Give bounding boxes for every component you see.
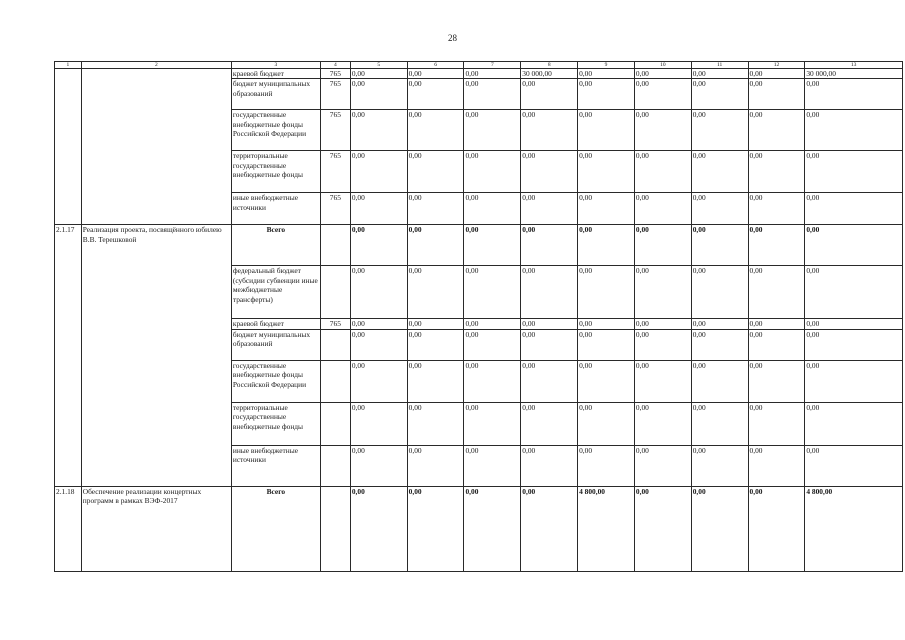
item-number	[55, 69, 82, 225]
amount-cell: 0,00	[748, 225, 805, 266]
column-header: 6	[407, 62, 464, 69]
amount-cell: 0,00	[691, 402, 748, 445]
column-header: 5	[350, 62, 407, 69]
amount-cell: 0,00	[748, 266, 805, 319]
amount-cell: 0,00	[464, 360, 521, 402]
amount-cell: 0,00	[691, 445, 748, 486]
amount-cell: 0,00	[578, 319, 635, 329]
amount-cell: 0,00	[350, 69, 407, 79]
amount-cell: 0,00	[350, 79, 407, 110]
amount-cell: 0,00	[521, 402, 578, 445]
budget-code	[320, 329, 350, 360]
item-title: Реализация проекта, посвящённого юбилею В.В. Терешковой	[81, 225, 231, 486]
amount-cell: 0,00	[691, 486, 748, 571]
amount-cell: 0,00	[578, 402, 635, 445]
amount-cell: 0,00	[407, 151, 464, 193]
column-header: 12	[748, 62, 805, 69]
amount-cell: 0,00	[407, 360, 464, 402]
budget-code	[320, 225, 350, 266]
funding-source: территориальные государственные внебюджетные фонды	[231, 402, 320, 445]
amount-cell: 0,00	[521, 193, 578, 225]
amount-cell: 0,00	[407, 193, 464, 225]
amount-cell: 0,00	[464, 319, 521, 329]
amount-cell: 0,00	[521, 445, 578, 486]
amount-cell: 0,00	[407, 69, 464, 79]
budget-code	[320, 486, 350, 571]
amount-cell: 0,00	[691, 110, 748, 151]
continuation-block	[55, 69, 903, 225]
table-row	[55, 486, 903, 571]
amount-cell: 0,00	[748, 402, 805, 445]
amount-cell: 0,00	[805, 329, 903, 360]
amount-cell: 4 800,00	[578, 486, 635, 571]
amount-cell: 0,00	[691, 69, 748, 79]
amount-cell: 0,00	[464, 266, 521, 319]
amount-cell: 0,00	[350, 110, 407, 151]
amount-cell: 0,00	[691, 319, 748, 329]
amount-cell: 0,00	[464, 110, 521, 151]
amount-cell: 0,00	[350, 266, 407, 319]
funding-source: бюджет муниципальных образований	[231, 329, 320, 360]
item-2-1-18-block	[55, 486, 903, 571]
amount-cell: 0,00	[691, 79, 748, 110]
funding-source: территориальные государственные внебюджетные фонды	[231, 151, 320, 193]
item-title	[81, 69, 231, 225]
amount-cell: 0,00	[634, 486, 691, 571]
amount-cell: 0,00	[634, 193, 691, 225]
amount-cell: 0,00	[464, 402, 521, 445]
amount-cell: 0,00	[748, 445, 805, 486]
amount-cell: 0,00	[521, 329, 578, 360]
amount-cell: 0,00	[350, 329, 407, 360]
amount-cell: 0,00	[407, 266, 464, 319]
amount-cell: 0,00	[691, 193, 748, 225]
amount-cell: 0,00	[407, 402, 464, 445]
amount-cell: 0,00	[521, 319, 578, 329]
amount-cell: 0,00	[805, 360, 903, 402]
amount-cell: 0,00	[805, 445, 903, 486]
budget-code: 765	[320, 110, 350, 151]
amount-cell: 0,00	[578, 225, 635, 266]
amount-cell: 0,00	[521, 266, 578, 319]
amount-cell: 30 000,00	[521, 69, 578, 79]
column-header: 9	[578, 62, 635, 69]
amount-cell: 0,00	[521, 360, 578, 402]
column-header: 8	[521, 62, 578, 69]
budget-code	[320, 360, 350, 402]
amount-cell: 0,00	[805, 151, 903, 193]
amount-cell: 0,00	[748, 79, 805, 110]
amount-cell: 0,00	[805, 402, 903, 445]
amount-cell: 0,00	[691, 225, 748, 266]
amount-cell: 0,00	[350, 319, 407, 329]
amount-cell: 0,00	[407, 445, 464, 486]
amount-cell: 0,00	[634, 266, 691, 319]
amount-cell: 0,00	[634, 79, 691, 110]
amount-cell: 0,00	[521, 110, 578, 151]
amount-cell: 0,00	[748, 193, 805, 225]
amount-cell: 0,00	[805, 225, 903, 266]
amount-cell: 0,00	[634, 319, 691, 329]
amount-cell: 0,00	[578, 69, 635, 79]
funding-source: государственные внебюджетные фонды Российской Федерации	[231, 360, 320, 402]
amount-cell: 0,00	[691, 360, 748, 402]
column-number-row	[55, 62, 903, 69]
column-header: 13	[805, 62, 903, 69]
amount-cell: 0,00	[805, 79, 903, 110]
amount-cell: 0,00	[634, 225, 691, 266]
amount-cell: 0,00	[748, 151, 805, 193]
amount-cell: 0,00	[578, 360, 635, 402]
amount-cell: 0,00	[634, 402, 691, 445]
amount-cell: 0,00	[350, 486, 407, 571]
amount-cell: 4 800,00	[805, 486, 903, 571]
amount-cell: 0,00	[464, 445, 521, 486]
amount-cell: 0,00	[805, 266, 903, 319]
funding-source: Всего	[231, 486, 320, 571]
amount-cell: 0,00	[578, 151, 635, 193]
funding-source: краевой бюджет	[231, 319, 320, 329]
amount-cell: 0,00	[464, 225, 521, 266]
item-title: Обеспечение реализации концертных программ в рамках ВЭФ-2017	[81, 486, 231, 571]
budget-code: 765	[320, 193, 350, 225]
amount-cell: 0,00	[464, 151, 521, 193]
amount-cell: 0,00	[748, 329, 805, 360]
amount-cell: 30 000,00	[805, 69, 903, 79]
amount-cell: 0,00	[464, 329, 521, 360]
amount-cell: 0,00	[634, 110, 691, 151]
page-number: 28	[448, 33, 457, 43]
amount-cell: 0,00	[464, 486, 521, 571]
item-number: 2.1.18	[55, 486, 82, 571]
budget-code: 765	[320, 69, 350, 79]
funding-source: государственные внебюджетные фонды Российской Федерации	[231, 110, 320, 151]
budget-code: 765	[320, 151, 350, 193]
column-header: 3	[231, 62, 320, 69]
amount-cell: 0,00	[748, 69, 805, 79]
amount-cell: 0,00	[634, 445, 691, 486]
amount-cell: 0,00	[805, 110, 903, 151]
funding-source: Всего	[231, 225, 320, 266]
item-number: 2.1.17	[55, 225, 82, 486]
amount-cell: 0,00	[578, 110, 635, 151]
amount-cell: 0,00	[521, 151, 578, 193]
amount-cell: 0,00	[691, 329, 748, 360]
funding-source: краевой бюджет	[231, 69, 320, 79]
amount-cell: 0,00	[634, 69, 691, 79]
amount-cell: 0,00	[407, 486, 464, 571]
column-header: 4	[320, 62, 350, 69]
amount-cell: 0,00	[634, 360, 691, 402]
amount-cell: 0,00	[748, 486, 805, 571]
funding-source: федеральный бюджет (субсидии субвенции иные межбюджетные трансферты)	[231, 266, 320, 319]
column-header: 11	[691, 62, 748, 69]
budget-table	[54, 61, 903, 572]
amount-cell: 0,00	[748, 110, 805, 151]
amount-cell: 0,00	[350, 445, 407, 486]
amount-cell: 0,00	[407, 329, 464, 360]
amount-cell: 0,00	[407, 319, 464, 329]
budget-code: 765	[320, 319, 350, 329]
amount-cell: 0,00	[691, 151, 748, 193]
amount-cell: 0,00	[407, 79, 464, 110]
amount-cell: 0,00	[691, 266, 748, 319]
amount-cell: 0,00	[634, 151, 691, 193]
amount-cell: 0,00	[805, 193, 903, 225]
amount-cell: 0,00	[350, 193, 407, 225]
amount-cell: 0,00	[578, 266, 635, 319]
amount-cell: 0,00	[350, 225, 407, 266]
amount-cell: 0,00	[521, 79, 578, 110]
funding-source: иные внебюджетные источники	[231, 193, 320, 225]
amount-cell: 0,00	[521, 486, 578, 571]
amount-cell: 0,00	[748, 319, 805, 329]
funding-source: бюджет муниципальных образований	[231, 79, 320, 110]
amount-cell: 0,00	[350, 360, 407, 402]
amount-cell: 0,00	[464, 193, 521, 225]
amount-cell: 0,00	[578, 329, 635, 360]
amount-cell: 0,00	[634, 329, 691, 360]
budget-code	[320, 445, 350, 486]
table-row	[55, 225, 903, 266]
amount-cell: 0,00	[805, 319, 903, 329]
column-header: 10	[634, 62, 691, 69]
funding-source: иные внебюджетные источники	[231, 445, 320, 486]
amount-cell: 0,00	[464, 79, 521, 110]
item-2-1-17-block	[55, 225, 903, 486]
column-header: 7	[464, 62, 521, 69]
column-header: 1	[55, 62, 82, 69]
amount-cell: 0,00	[578, 445, 635, 486]
amount-cell: 0,00	[748, 360, 805, 402]
amount-cell: 0,00	[350, 402, 407, 445]
amount-cell: 0,00	[521, 225, 578, 266]
column-header: 2	[81, 62, 231, 69]
amount-cell: 0,00	[407, 225, 464, 266]
budget-code: 765	[320, 79, 350, 110]
amount-cell: 0,00	[350, 151, 407, 193]
amount-cell: 0,00	[578, 193, 635, 225]
table-row	[55, 69, 903, 79]
amount-cell: 0,00	[578, 79, 635, 110]
budget-code	[320, 402, 350, 445]
amount-cell: 0,00	[407, 110, 464, 151]
amount-cell: 0,00	[464, 69, 521, 79]
budget-code	[320, 266, 350, 319]
